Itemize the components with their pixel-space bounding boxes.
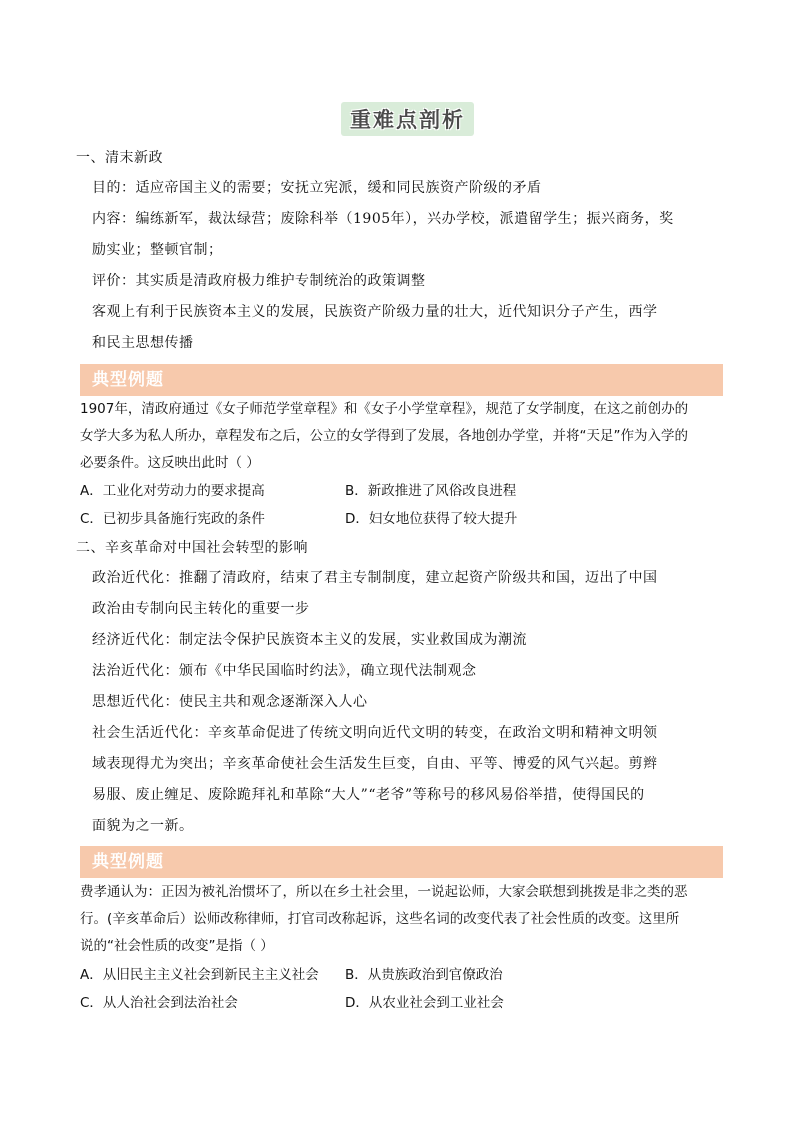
section2-heading: 二、辛亥革命对中国社会转型的影响 [76,540,308,556]
section1-content-line2: 励实业；整顿官制； [92,242,223,258]
section1-heading: 一、清末新政 [76,150,163,166]
example1-question-line3: 必要条件。这反映出此时（ ） [80,455,260,471]
section1-purpose: 目的：适应帝国主义的需要；安抚立宪派，缓和同民族资产阶级的矛盾 [92,180,542,196]
section2-political-line1: 政治近代化：推翻了清政府，结束了君主专制制度，建立起资产阶级共和国，迈出了中国 [92,570,658,586]
example1-option-d: D．妇女地位获得了较大提升 [345,511,518,527]
example1-option-c: C．已初步具备施行宪政的条件 [80,511,265,527]
section2-social-line4: 面貌为之一新。 [92,818,194,834]
section2-social-line3: 易服、废止缠足、废除跪拜礼和革除“大人”“老爷”等称号的移风易俗举措，使得国民的 [92,787,645,803]
example2-question-line2: 行。(辛亥革命后）讼师改称律师，打官司改称起诉，这些名词的改变代表了社会性质的改变。这里所 [80,911,680,927]
example2-option-d: D．从农业社会到工业社会 [345,995,504,1011]
example2-banner: 典型例题 [80,846,723,878]
section2-ideological: 思想近代化：使民主共和观念逐渐深入人心 [92,694,368,710]
section2-social-line1: 社会生活近代化：辛亥革命促进了传统文明向近代文明的转变，在政治文明和精神文明领 [92,725,658,741]
section1-evaluation: 评价：其实质是清政府极力维护专制统治的政策调整 [92,273,426,289]
page-title: 重难点剖析 [341,102,474,136]
section2-political-line2: 政治由专制向民主转化的重要一步 [92,601,310,617]
example2-option-b: B．从贵族政治到官僚政治 [345,967,503,983]
example1-question-line1: 1907年，清政府通过《女子师范学堂章程》和《女子小学堂章程》，规范了女学制度，在这之前创办的 [80,401,689,417]
example1-banner: 典型例题 [80,364,723,396]
section1-objective-line1: 客观上有利于民族资本主义的发展，民族资产阶级力量的壮大，近代知识分子产生，西学 [92,304,658,320]
section2-social-line2: 域表现得尤为突出；辛亥革命使社会生活发生巨变，自由、平等、博爱的风气兴起。剪辫 [92,756,658,772]
section1-objective-line2: 和民主思想传播 [92,335,194,351]
example1-question-line2: 女学大多为私人所办，章程发布之后，公立的女学得到了发展，各地创办学堂，并将“天足”作为入学的 [80,428,688,444]
section2-economic: 经济近代化：制定法令保护民族资本主义的发展，实业救国成为潮流 [92,632,527,648]
example2-question-line1: 费孝通认为：正因为被礼治惯坏了，所以在乡土社会里，一说起讼师，大家会联想到挑拨是非之类的恶 [80,884,688,900]
example2-option-c: C．从人治社会到法治社会 [80,995,238,1011]
example2-question-line3: 说的“社会性质的改变”是指（ ） [80,938,274,954]
section2-legal: 法治近代化：颁布《中华民国临时约法》，确立现代法制观念 [92,663,477,679]
example1-option-a: A．工业化对劳动力的要求提高 [80,483,265,499]
example2-option-a: A．从旧民主主义社会到新民主主义社会 [80,967,319,983]
section1-content-line1: 内容：编练新军，裁汰绿营；废除科举（1905年），兴办学校，派遣留学生；振兴商务，奖 [92,211,674,227]
example1-option-b: B．新政推进了风俗改良进程 [345,483,517,499]
